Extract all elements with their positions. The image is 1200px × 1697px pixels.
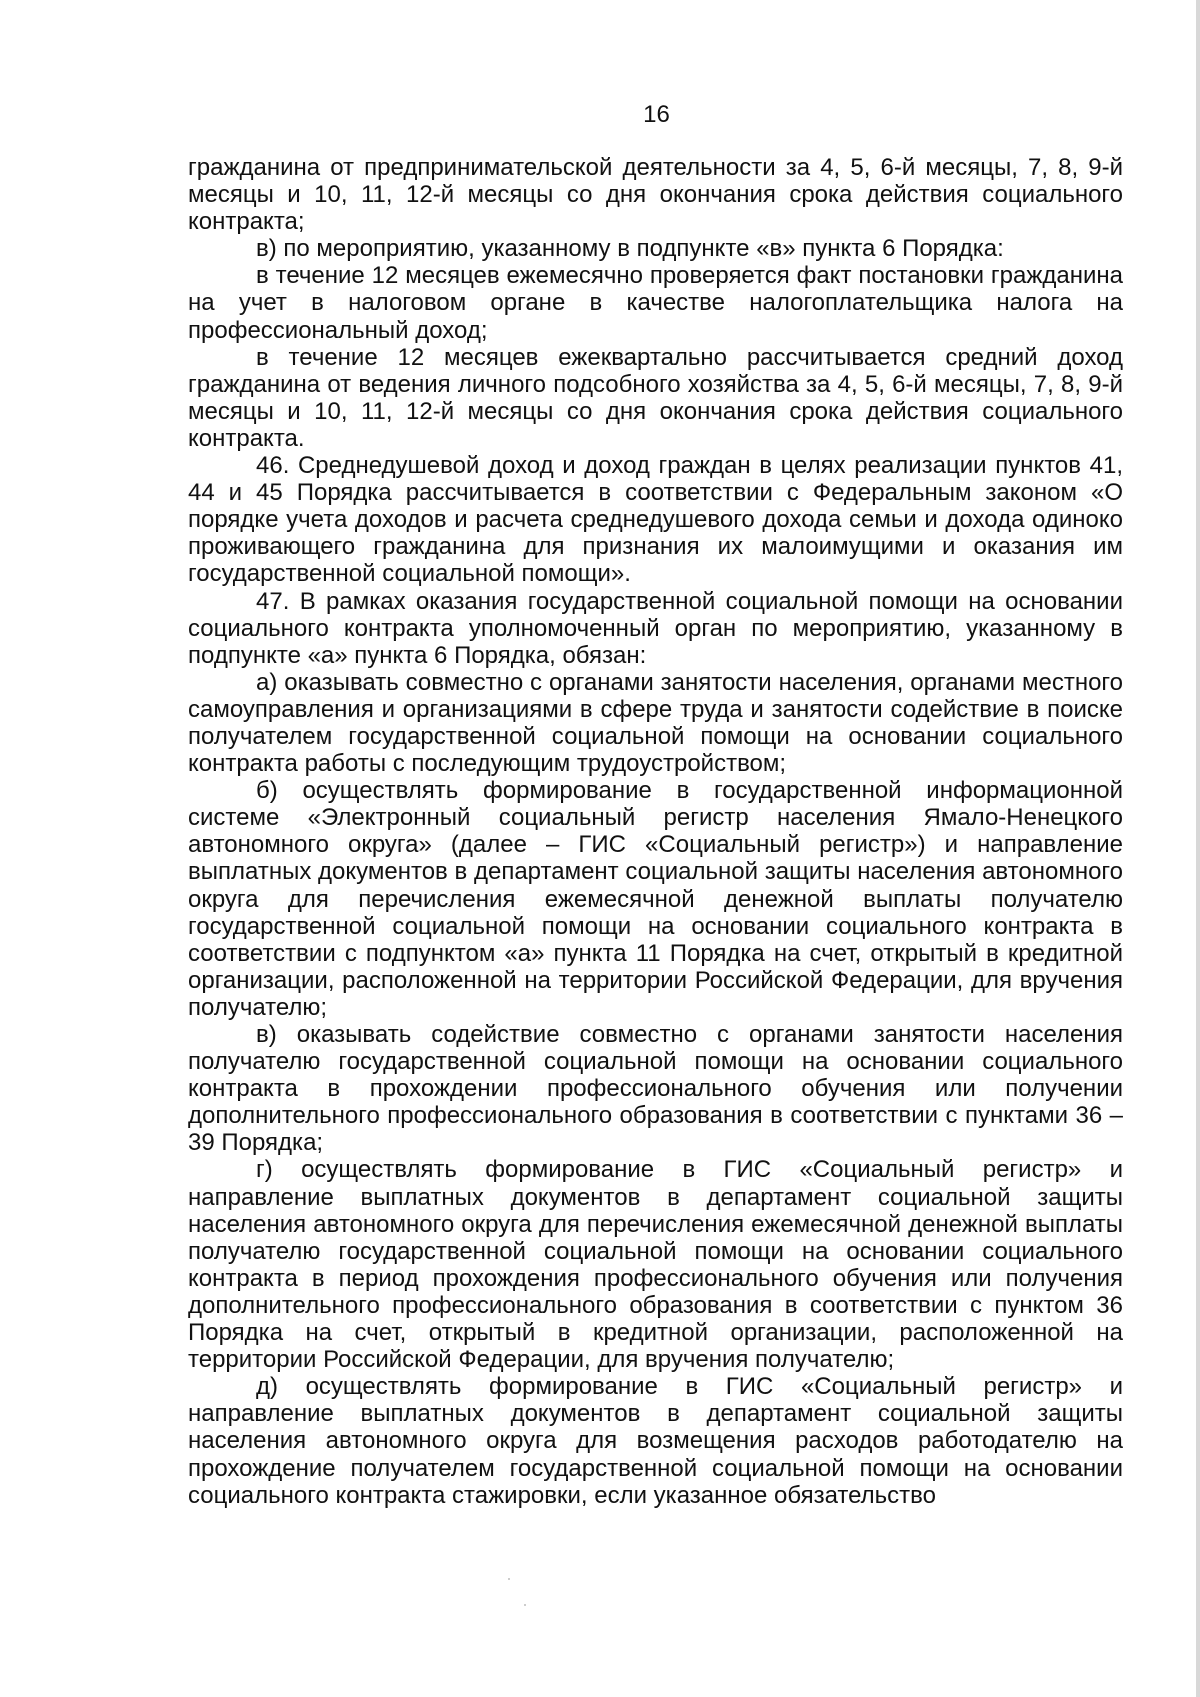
paragraph-subitem-v: в) по мероприятию, указанному в подпункте «в» пункта 6 Порядка: xyxy=(256,235,1004,263)
document-body xyxy=(188,154,1123,1509)
paragraph-47-a: а) оказывать совместно с органами занятости населения, органами местного самоуправления и организациями в сфере труда и занятости содействие в поиске получателем государственной социальной помощи на основании социального контракта работы с последующим трудоустройством; xyxy=(188,668,1123,778)
paragraph-46: 46. Среднедушевой доход и доход граждан в целях реализации пунктов 41, 44 и 45 Порядка рассчитывается в соответствии с Федеральным законом «О порядке учета доходов и расчета среднедушевого дохода семьи и дохода одиноко проживающего гражданина для признания их малоимущими и оказания им государственной социальной помощи». xyxy=(188,452,1123,588)
paragraph-continuation: гражданина от предпринимательской деятельности за 4, 5, 6-й месяцы, 7, 8, 9-й месяцы и 10, 11, 12-й месяцы со дня окончания срока действия социального контракта; xyxy=(188,154,1123,236)
paragraph-47-d: д) осуществлять формирование в ГИС «Социальный регистр» и направление выплатных документов в департамент социальной защиты населения автономного округа для возмещения расходов работодателю на прохождение получателем государственной социальной помощи на основании социального контракта стажировки, если указанное обязательство xyxy=(188,1373,1123,1509)
paragraph-47: 47. В рамках оказания государственной социальной помощи на основании социального контракта уполномоченный орган по мероприятию, указанному в подпункте «а» пункта 6 Порядка, обязан: xyxy=(188,587,1123,669)
paragraph-47-v: в) оказывать содействие совместно с органами занятости населения получателю государственной социальной помощи на основании социального контракта в прохождении профессионального обучения или получении дополнительного профессионального образования в соответствии с пунктами 36 – 39 Порядка; xyxy=(188,1021,1123,1157)
page-number: 16 xyxy=(643,101,670,128)
paragraph-47-g: г) осуществлять формирование в ГИС «Социальный регистр» и направление выплатных документов в департамент социальной защиты населения автономного округа для перечисления ежемесячной денежной выплаты получателю государственной социальной помощи на основании социального контракта в период прохождения профессионального обучения или получения дополнительного профессионального образования в соответствии с пунктом 36 Порядка на счет, открытый в кредитной организации, расположенной на территории Российской Федерации, для вручения получателю; xyxy=(188,1156,1123,1374)
scan-speck xyxy=(508,1578,510,1580)
paragraph-monthly-check: в течение 12 месяцев ежемесячно проверяется факт постановки гражданина на учет в налоговом органе в качестве налогоплательщика налога на профессиональный доход; xyxy=(188,262,1123,344)
scan-speck xyxy=(524,1604,526,1606)
paragraph-47-b: б) осуществлять формирование в государственной информационной системе «Электронный социальный регистр населения Ямало-Ненецкого автономного округа» (далее – ГИС «Социальный регистр») и направление выплатных документов в департамент социальной защиты населения автономного округа для перечисления ежемесячной денежной выплаты получателю государственной социальной помощи на основании социального контракта в соответствии с подпунктом «а» пункта 11 Порядка на счет, открытый в кредитной организации, расположенной на территории Российской Федерации, для вручения получателю; xyxy=(188,777,1123,1021)
page-edge-shadow xyxy=(1196,0,1200,1697)
paragraph-quarterly-income: в течение 12 месяцев ежеквартально рассчитывается средний доход гражданина от ведения личного подсобного хозяйства за 4, 5, 6-й месяцы, 7, 8, 9-й месяцы и 10, 11, 12-й месяцы со дня окончания срока действия социального контракта. xyxy=(188,343,1123,452)
